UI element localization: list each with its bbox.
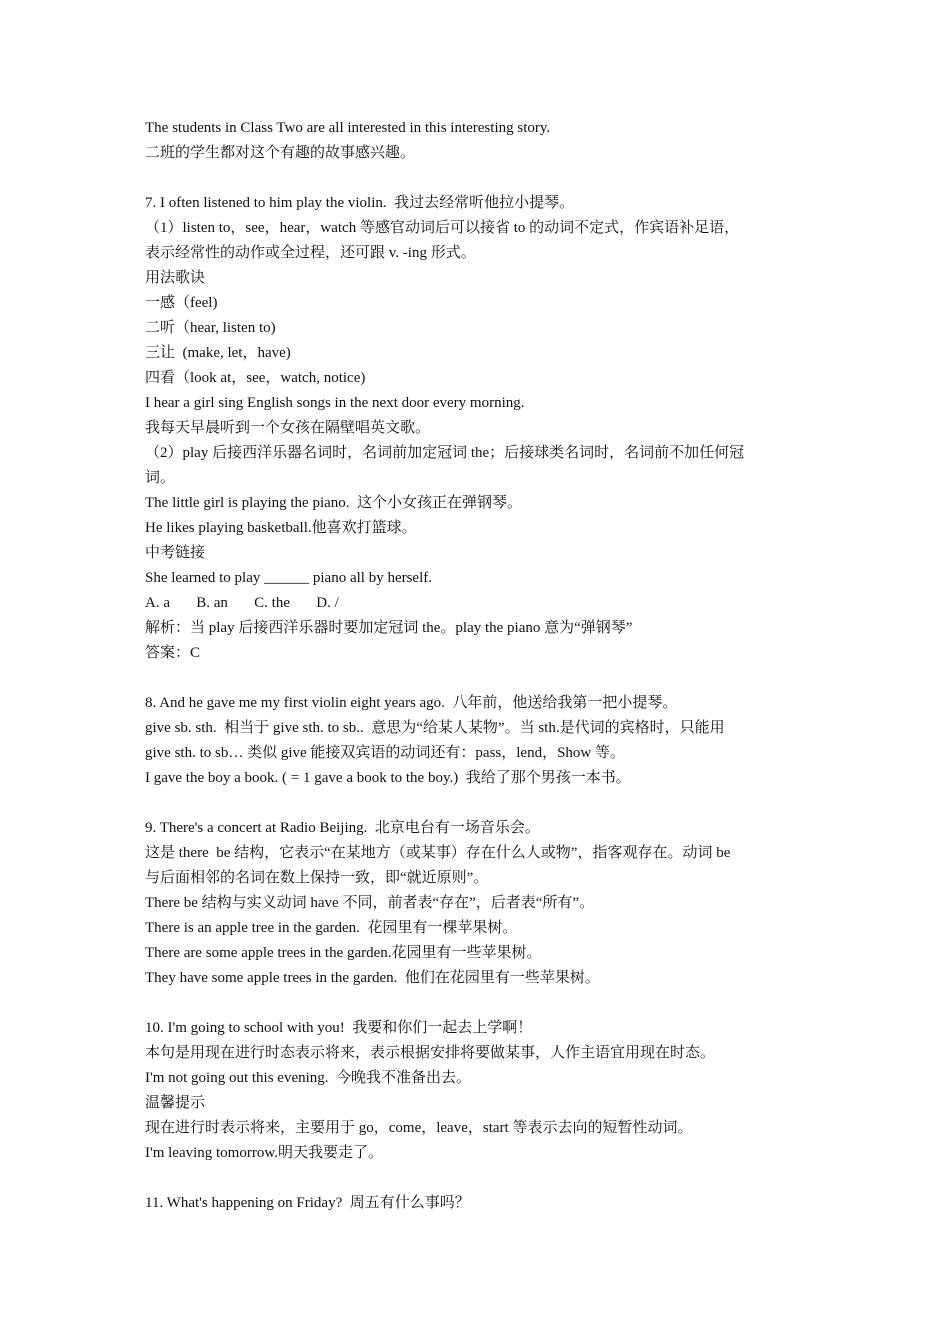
text-line: There are some apple trees in the garden.花园里有一些苹果树。 [145, 945, 542, 961]
text-line: 四看（look at，see，watch, notice) [145, 370, 366, 386]
text-line: 三让 (make, let，have) [145, 345, 291, 361]
text-line: There be 结构与实义动词 have 不同，前者表“存在”，后者表“所有”。 [145, 895, 595, 911]
section-heading-11: 11. What's happening on Friday? 周五有什么事吗？ [145, 1195, 470, 1211]
section-heading-8: 8. And he gave me my first violin eight years ago. 八年前，他送给我第一把小提琴。 [145, 695, 678, 711]
text-line: 与后面相邻的名词在数上保持一致，即“就近原则”。 [145, 870, 489, 886]
paragraph-gap [145, 166, 815, 191]
text-line: 词。 [145, 470, 176, 486]
text-line: They have some apple trees in the garden. 他们在花园里有一些苹果树。 [145, 970, 600, 986]
text-line: There is an apple tree in the garden. 花园里有一棵苹果树。 [145, 920, 518, 936]
text-line: I gave the boy a book. ( = 1 gave a book to the boy.) 我给了那个男孩一本书。 [145, 770, 631, 786]
text-line: 答案：C [145, 645, 201, 661]
text-line: 表示经常性的动作或全过程，还可跟 v. -ing 形式。 [145, 245, 476, 261]
text-line: I'm not going out this evening. 今晚我不准备出去。 [145, 1070, 472, 1086]
text-line: The students in Class Two are all interested in this interesting story. [145, 120, 551, 136]
text-line: 中考链接 [145, 545, 206, 561]
text-line: I hear a girl sing English songs in the next door every morning. [145, 395, 525, 411]
text-line: 解析：当 play 后接西洋乐器时要加定冠词 the。play the piano 意为“弹钢琴” [145, 620, 633, 636]
text-line: A. a B. an C. the D. / [145, 595, 339, 611]
section-heading-10: 10. I'm going to school with you! 我要和你们一起去上学啊！ [145, 1020, 533, 1036]
text-line: 二班的学生都对这个有趣的故事感兴趣。 [145, 145, 416, 161]
text-line: 我每天早晨听到一个女孩在隔壁唱英文歌。 [145, 420, 431, 436]
text-line: 二听（hear, listen to) [145, 320, 276, 336]
text-line: 一感（feel) [145, 295, 218, 311]
text-line: 用法歌诀 [145, 270, 206, 286]
paragraph-gap [145, 991, 815, 1016]
document-page [145, 116, 815, 1216]
text-line: 本句是用现在进行时态表示将来，表示根据安排将要做某事，人作主语宜用现在时态。 [145, 1045, 716, 1061]
text-line: （2）play 后接西洋乐器名词时，名词前加定冠词 the；后接球类名词时，名词前不加任何冠 [145, 445, 745, 461]
paragraph-gap [145, 791, 815, 816]
text-line: 温馨提示 [145, 1095, 206, 1111]
text-line: give sth. to sb… 类似 give 能接双宾语的动词还有：pass，lend，Show 等。 [145, 745, 625, 761]
text-line: The little girl is playing the piano. 这个小女孩正在弹钢琴。 [145, 495, 523, 511]
section-heading-7: 7. I often listened to him play the violin. 我过去经常听他拉小提琴。 [145, 195, 575, 211]
text-line: （1）listen to，see，hear，watch 等感官动词后可以接省 to 的动词不定式，作宾语补足语， [145, 220, 740, 236]
paragraph-gap [145, 666, 815, 691]
text-line: I'm leaving tomorrow.明天我要走了。 [145, 1145, 383, 1161]
text-line: 现在进行时表示将来，主要用于 go，come，leave，start 等表示去向的短暂性动词。 [145, 1120, 693, 1136]
section-heading-9: 9. There's a concert at Radio Beijing. 北京电台有一场音乐会。 [145, 820, 540, 836]
text-line: She learned to play ______ piano all by herself. [145, 570, 433, 586]
text-line: He likes playing basketball.他喜欢打篮球。 [145, 520, 417, 536]
text-line: give sb. sth. 相当于 give sth. to sb.. 意思为“给某人某物”。当 sth.是代词的宾格时，只能用 [145, 720, 725, 736]
text-line: 这是 there be 结构，它表示“在某地方（或某事）存在什么人或物”，指客观存在。动词 be [145, 845, 731, 861]
paragraph-gap [145, 1166, 815, 1191]
